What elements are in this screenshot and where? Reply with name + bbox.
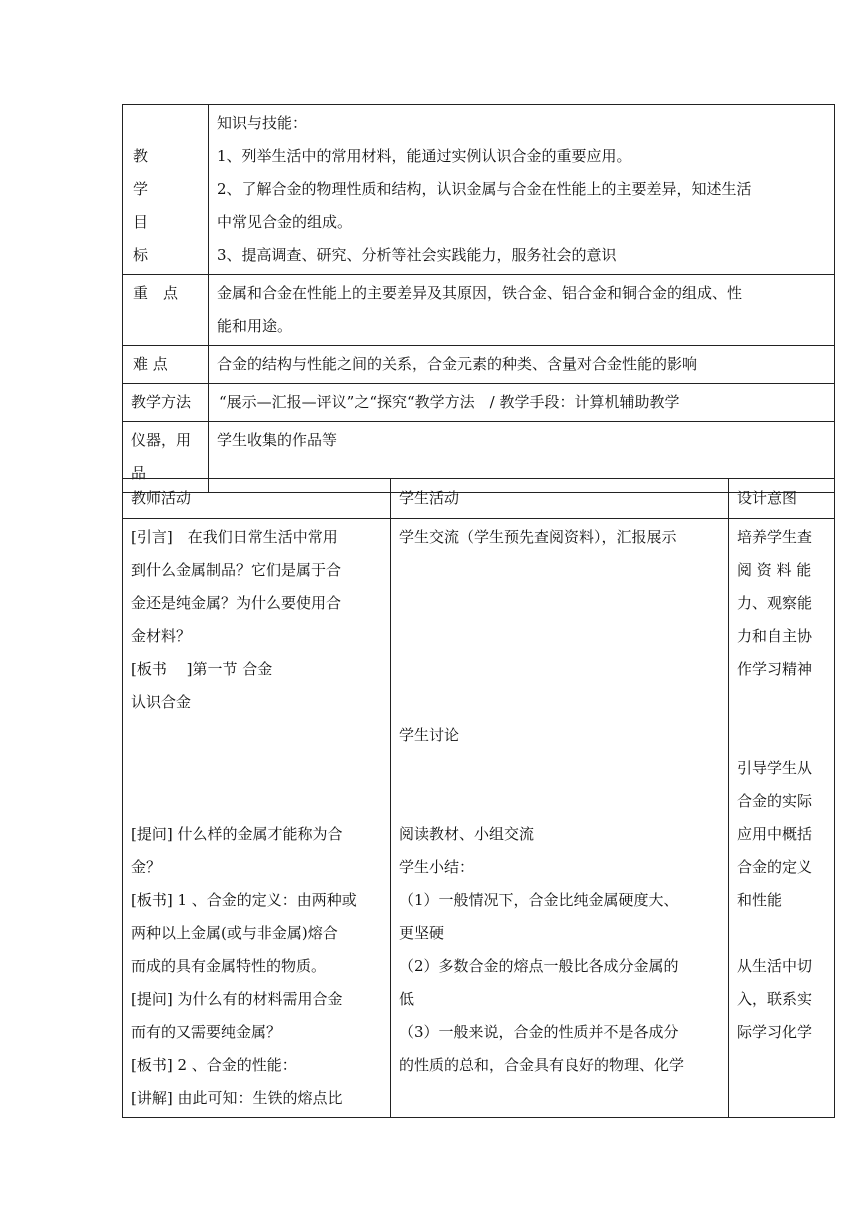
teacher-line: 金？: [131, 858, 162, 876]
intent-line: 力和自主协: [737, 627, 813, 645]
activity-table: [122, 478, 835, 1118]
key-points-label: 重 点: [123, 275, 209, 346]
objectives-label-char: 教: [133, 147, 149, 165]
teacher-spacer: [131, 785, 382, 818]
student-activity-cell: [391, 519, 729, 1118]
objectives-label-char: 目: [133, 213, 149, 231]
objectives-line: 1、列举生活中的常用材料，能通过实例认识合金的重要应用。: [217, 147, 632, 165]
header-design-intent: 设计意图: [729, 479, 835, 519]
teacher-line: 而有的又需要纯金属？: [131, 1023, 282, 1041]
teacher-line: [板书] 2 、合金的性能：: [131, 1056, 297, 1074]
objectives-label-char: 学: [133, 180, 149, 198]
student-line: （1）一般情况下，合金比纯金属硬度大、: [399, 891, 679, 909]
difficulties-content: 合金的结构与性能之间的关系，合金元素的种类、含量对合金性能的影响: [209, 346, 835, 384]
intent-line: 合金的实际: [737, 792, 813, 810]
objectives-row: [123, 105, 835, 275]
header-teacher-activity: 教师活动: [123, 479, 391, 519]
lesson-plan-header-table: [122, 104, 835, 493]
intent-line: 引导学生从: [737, 759, 813, 777]
student-line: 更坚硬: [399, 924, 445, 942]
objectives-content: [209, 105, 835, 275]
intent-spacer: [737, 686, 826, 752]
student-line: 低: [399, 990, 415, 1008]
objectives-label: [123, 105, 209, 275]
student-line: 的性质的总和，合金具有良好的物理、化学: [399, 1056, 685, 1074]
equipment-label-line: 仪器，用: [131, 431, 192, 449]
teacher-line: 两种以上金属(或与非金属)熔合: [131, 924, 338, 942]
student-spacer: [399, 752, 720, 818]
teacher-line: [讲解] 由此可知：生铁的熔点比: [131, 1089, 343, 1107]
intent-line: 培养学生查: [737, 528, 813, 546]
teacher-line: 金材料？: [131, 627, 192, 645]
key-points-content: [209, 275, 835, 346]
teacher-line: [提问] 为什么有的材料需用合金: [131, 990, 343, 1008]
teacher-line: 到什么金属制品？它们是属于合: [131, 561, 342, 579]
teacher-line: [提问] 什么样的金属才能称为合: [131, 825, 343, 843]
teacher-activity-cell: [123, 519, 391, 1118]
method-content: “展示—汇报—评议”之“探究“教学方法 / 教学手段：计算机辅助教学: [209, 384, 835, 422]
intent-line: 合金的定义: [737, 858, 813, 876]
method-label: 教学方法: [123, 384, 209, 422]
teacher-line: 而成的具有金属特性的物质。: [131, 957, 327, 975]
student-line: （2）多数合金的熔点一般比各成分金属的: [399, 957, 679, 975]
intent-line: 际学习化学: [737, 1023, 813, 1041]
student-line: 学生交流（学生预先查阅资料），汇报展示: [399, 528, 677, 546]
equipment-content: 学生收集的作品等: [209, 422, 835, 493]
student-spacer: [399, 653, 720, 719]
student-line: （3）一般来说，合金的性质并不是各成分: [399, 1023, 679, 1041]
activity-header-row: [123, 479, 835, 519]
teacher-line: [板书] 1 、合金的定义：由两种或: [131, 891, 357, 909]
teacher-line: [引言] 在我们日常生活中常用: [131, 528, 338, 546]
equipment-label-line: 品: [131, 464, 147, 482]
objectives-line: 3、提高调查、研究、分析等社会实践能力，服务社会的意识: [217, 246, 617, 264]
teacher-line: 认识合金: [131, 693, 192, 711]
key-points-line: 能和用途。: [217, 317, 293, 335]
intent-line: 力、观察能: [737, 594, 813, 612]
difficulties-label: 难 点: [123, 346, 209, 384]
student-spacer: [399, 554, 720, 653]
key-points-row: [123, 275, 835, 346]
objectives-line: 知识与技能：: [217, 114, 308, 132]
objectives-line: 中常见合金的组成。: [217, 213, 353, 231]
student-line: 学生讨论: [399, 726, 460, 744]
intent-line: 从生活中切: [737, 957, 813, 975]
student-line: 学生小结：: [399, 858, 475, 876]
objectives-line: 2、了解合金的物理性质和结构，认识金属与合金在性能上的主要差异，知述生活: [217, 180, 752, 198]
teacher-line: 金还是纯金属？为什么要使用合: [131, 594, 342, 612]
teacher-spacer: [131, 719, 382, 785]
design-intent-cell: [729, 519, 835, 1118]
method-row: [123, 384, 835, 422]
objectives-label-char: 标: [133, 246, 149, 264]
intent-line: 应用中概括: [737, 825, 813, 843]
intent-line: 阅 资 料 能: [737, 561, 812, 579]
difficulties-row: [123, 346, 835, 384]
intent-line: 和性能: [737, 891, 783, 909]
intent-spacer: [737, 917, 826, 950]
key-points-line: 金属和合金在性能上的主要差异及其原因，铁合金、铝合金和铜合金的组成、性: [217, 284, 743, 302]
intent-line: 入，联系实: [737, 990, 813, 1008]
intent-line: 作学习精神: [737, 660, 813, 678]
student-line: 阅读教材、小组交流: [399, 825, 535, 843]
header-student-activity: 学生活动: [391, 479, 729, 519]
teacher-line: [板书 ]第一节 合金: [131, 660, 273, 678]
activity-body-row: [123, 519, 835, 1118]
